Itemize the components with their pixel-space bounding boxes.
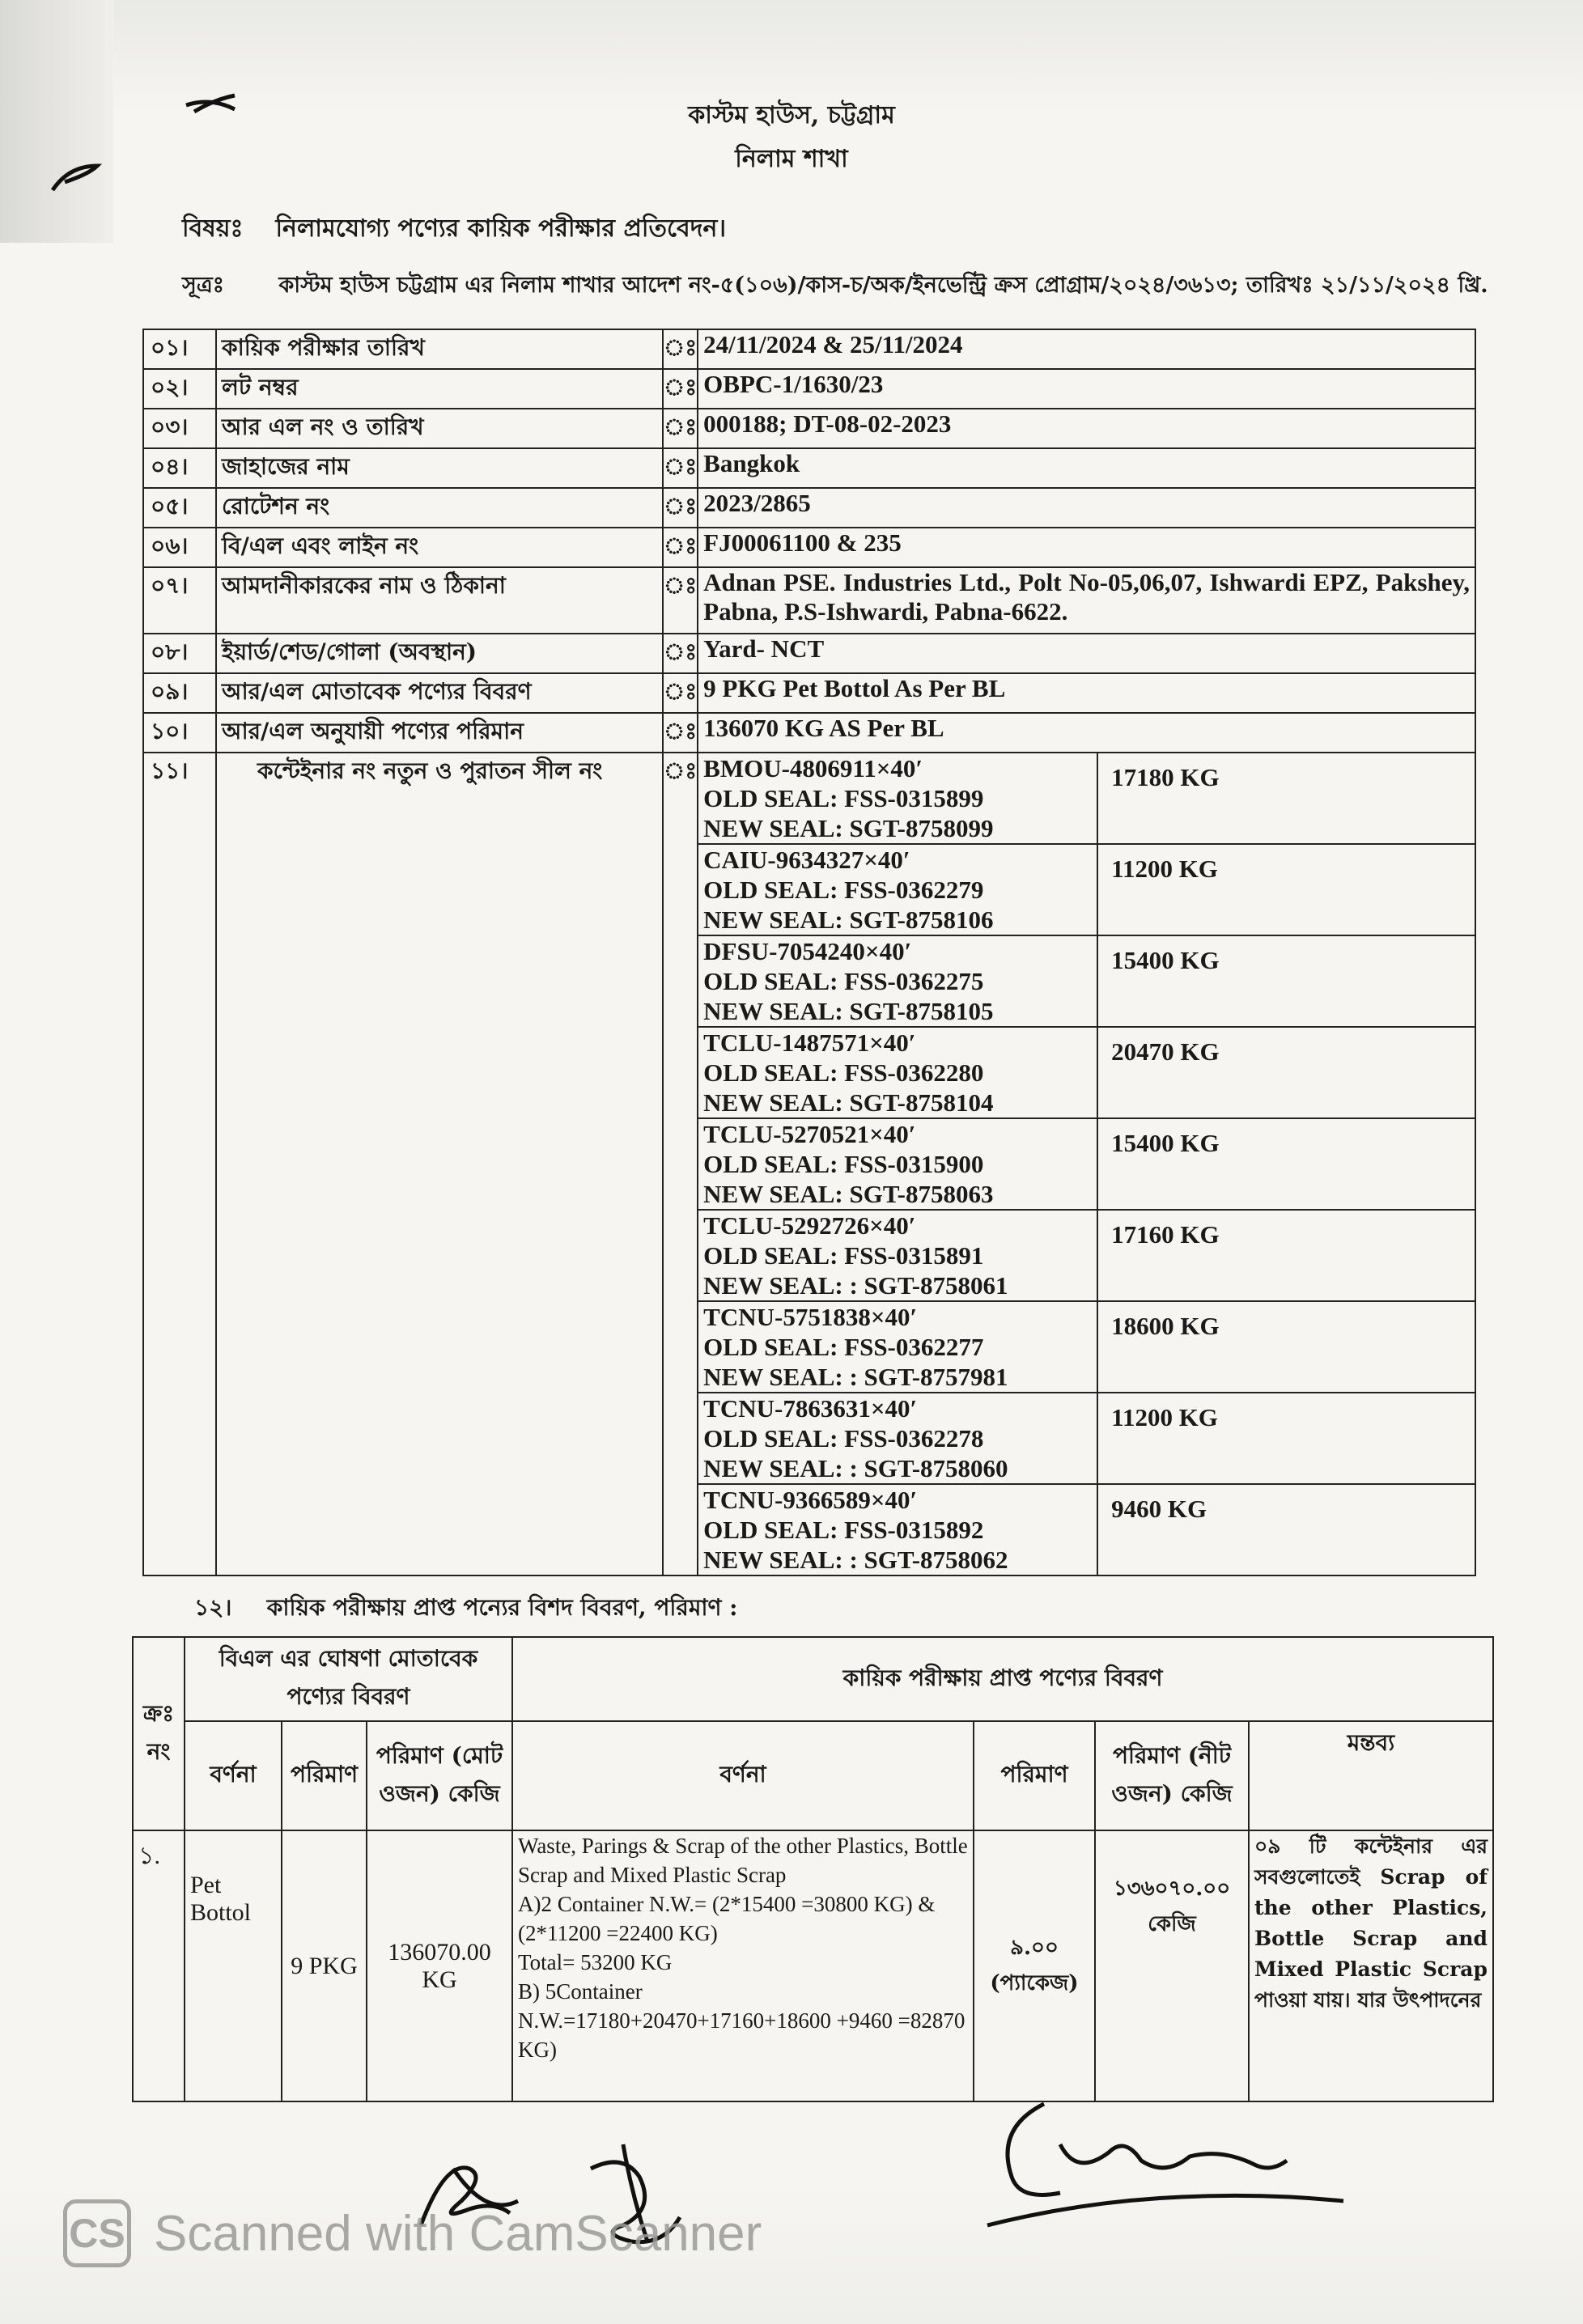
row-label: আর/এল অনুযায়ী পণ্যের পরিমান	[216, 713, 663, 753]
reference-label: সূত্রঃ	[182, 273, 225, 298]
new-seal: NEW SEAL: SGT-8758104	[703, 1088, 994, 1117]
container-id-cell	[698, 936, 1098, 1026]
row-value: 9 PKG Pet Bottol As Per BL	[698, 673, 1475, 713]
row-number: ০২।	[143, 369, 216, 409]
container-item	[698, 1028, 1475, 1119]
container-item	[698, 1393, 1475, 1485]
col-bl-weight: পরিমাণ (মোট ওজন) কেজি	[367, 1721, 512, 1830]
container-id-cell	[698, 1485, 1098, 1575]
container-id: BMOU-4806911×40′	[703, 754, 923, 782]
row-number: ০৩।	[143, 409, 216, 448]
reference-text: কাস্টম হাউস চট্টগ্রাম এর নিলাম শাখার আদেশ নং-৫(১০৬)/কাস-চ/অক/ইনভেন্ট্রি ক্রস প্রোগ্রাম/২০২৪/৩৬১৩; তারিখঃ ২১/১১/২০২৪ খ্রি.	[278, 273, 1488, 298]
table-row	[143, 673, 1475, 713]
container-id-cell	[698, 1028, 1098, 1117]
signature-3	[979, 2088, 1352, 2233]
container-id: DFSU-7054240×40′	[703, 937, 912, 965]
new-seal: NEW SEAL: SGT-8758105	[703, 997, 994, 1025]
col-remarks: মন্তব্য	[1249, 1721, 1493, 1830]
container-id: TCNU-9366589×40′	[703, 1486, 918, 1514]
container-weight: 20470 KG	[1111, 1037, 1220, 1066]
row-colon: ঃ	[663, 488, 698, 528]
col-group-bl: বিএল এর ঘোষণা মোতাবেক পণ্যের বিবরণ	[185, 1637, 512, 1721]
container-item	[698, 845, 1475, 936]
new-seal: NEW SEAL: : SGT-8758062	[703, 1546, 1008, 1574]
row-label: কন্টেইনার নং নতুন ও পুরাতন সীল নং	[216, 753, 663, 1575]
row-ph-qty: ৯.০০ (প্যাকেজ)	[974, 1830, 1095, 2101]
container-id-cell	[698, 1119, 1098, 1209]
table-row	[143, 567, 1475, 634]
container-list	[698, 753, 1475, 1575]
row-colon: ঃ	[663, 713, 698, 753]
col-serial: ক্রঃ নং	[133, 1637, 185, 1830]
row-label: ইয়ার্ড/শেড/গোলা (অবস্থান)	[216, 634, 663, 673]
table-row	[133, 1830, 1493, 2101]
container-weight: 11200 KG	[1111, 1403, 1218, 1431]
col-bl-desc: বর্ণনা	[185, 1721, 282, 1830]
ph-desc-a: A)2 Container N.W.= (2*15400 =30800 KG) & (2*11200 =22400 KG)	[518, 1892, 936, 1945]
container-weight: 17180 KG	[1111, 763, 1220, 791]
col-ph-qty: পরিমাণ	[974, 1721, 1095, 1830]
row-number: ০৮।	[143, 634, 216, 673]
col-group-physical: কায়িক পরীক্ষায় প্রাপ্ত পণ্যের বিবরণ	[512, 1637, 1493, 1721]
new-seal: NEW SEAL: SGT-8758063	[703, 1180, 994, 1208]
row-number: ১১।	[143, 753, 216, 1575]
row-value: Adnan PSE. Industries Ltd., Polt No-05,06,07, Ishwardi EPZ, Pakshey, Pabna, P.S-Ishwardi, Pabna-6622.	[698, 567, 1475, 634]
row-number: ০৯।	[143, 673, 216, 713]
row-label: জাহাজের নাম	[216, 448, 663, 488]
row-label: আমদানীকারকের নাম ও ঠিকানা	[216, 567, 663, 634]
row-ph-desc	[512, 1830, 974, 2101]
container-id-cell	[698, 845, 1098, 935]
info-table-body	[143, 329, 1475, 1575]
container-item	[698, 1211, 1475, 1302]
inspection-table	[132, 1636, 1494, 2102]
ph-desc-main: Waste, Parings & Scrap of the other Plastics, Bottle Scrap and Mixed Plastic Scrap	[518, 1834, 968, 1887]
section-12-title: কায়িক পরীক্ষায় প্রাপ্ত পন্যের বিশদ বিবরণ, পরিমাণ :	[266, 1594, 738, 1621]
new-seal: NEW SEAL: SGT-8758106	[703, 905, 994, 934]
row-bl-weight: 136070.00 KG	[367, 1830, 512, 2101]
row-remarks: ০৯ টি কন্টেইনার এর সবগুলোতেই Scrap of the other Plastics, Bottle Scrap and Mixed Plastic Scrap পাওয়া যায়। যার উৎপাদনের	[1249, 1830, 1493, 2101]
row-colon: ঃ	[663, 329, 698, 369]
row-value: OBPC-1/1630/23	[698, 369, 1475, 409]
row-number: ১০।	[143, 713, 216, 753]
section-12-heading	[194, 1590, 738, 1628]
row-label: লট নম্বর	[216, 369, 663, 409]
container-id: TCNU-7863631×40′	[703, 1394, 918, 1423]
table-row	[143, 369, 1475, 409]
container-weight: 17160 KG	[1111, 1220, 1220, 1249]
row-label: রোটেশন নং	[216, 488, 663, 528]
row-colon: ঃ	[663, 409, 698, 448]
container-item	[698, 1302, 1475, 1393]
container-id-cell	[698, 1211, 1098, 1300]
old-seal: OLD SEAL: FSS-0315899	[703, 784, 984, 812]
row-bl-qty: 9 PKG	[282, 1830, 367, 2101]
container-id: TCLU-1487571×40′	[703, 1028, 916, 1057]
container-id-cell	[698, 753, 1098, 843]
row-colon: ঃ	[663, 753, 698, 1575]
section-12-number: ১২।	[194, 1594, 232, 1621]
row-label: বি/এল এবং লাইন নং	[216, 528, 663, 567]
col-bl-qty: পরিমাণ	[282, 1721, 367, 1830]
table-row	[143, 448, 1475, 488]
row-serial: ১.	[133, 1830, 185, 2101]
row-bl-desc: Pet Bottol	[185, 1830, 282, 2101]
watermark-text: Scanned with CamScanner	[154, 2205, 762, 2262]
row-value: 2023/2865	[698, 488, 1475, 528]
camscanner-logo: CS	[63, 2199, 131, 2267]
subject-label: বিষয়ঃ	[182, 214, 244, 243]
new-seal: NEW SEAL: : SGT-8758060	[703, 1454, 1008, 1482]
new-seal: NEW SEAL: : SGT-8757981	[703, 1363, 1008, 1391]
container-weight: 11200 KG	[1111, 855, 1218, 883]
row-value: 136070 KG AS Per BL	[698, 713, 1475, 753]
scanner-watermark	[63, 2199, 762, 2267]
container-weight: 15400 KG	[1111, 946, 1220, 974]
table-row	[143, 329, 1475, 369]
old-seal: OLD SEAL: FSS-0362279	[703, 876, 984, 904]
row-number: ০৭।	[143, 567, 216, 634]
row-label: কায়িক পরীক্ষার তারিখ	[216, 329, 663, 369]
container-item	[698, 1485, 1475, 1575]
row-colon: ঃ	[663, 528, 698, 567]
table-row	[143, 528, 1475, 567]
info-table	[142, 329, 1476, 1576]
row-number: ০৬।	[143, 528, 216, 567]
container-weight: 15400 KG	[1111, 1129, 1220, 1157]
col-ph-desc: বর্ণনা	[512, 1721, 974, 1830]
section-title: নিলাম শাখা	[735, 145, 848, 173]
row-value: FJ00061100 & 235	[698, 528, 1475, 567]
new-seal: NEW SEAL: SGT-8758099	[703, 814, 994, 842]
row-label: আর এল নং ও তারিখ	[216, 409, 663, 448]
container-item	[698, 936, 1475, 1028]
pen-mark-corner	[49, 65, 308, 210]
old-seal: OLD SEAL: FSS-0362280	[703, 1058, 984, 1087]
row-colon: ঃ	[663, 673, 698, 713]
reference-line	[182, 269, 1488, 305]
container-id-cell	[698, 1393, 1098, 1483]
container-id: TCLU-5270521×40′	[703, 1120, 916, 1148]
row-number: ০৫।	[143, 488, 216, 528]
row-value: 24/11/2024 & 25/11/2024	[698, 329, 1475, 369]
row-number: ০১।	[143, 329, 216, 369]
container-weight: 9460 KG	[1111, 1495, 1207, 1523]
row-value: 000188; DT-08-02-2023	[698, 409, 1475, 448]
old-seal: OLD SEAL: FSS-0362275	[703, 967, 984, 995]
row-colon: ঃ	[663, 448, 698, 488]
row-colon: ঃ	[663, 634, 698, 673]
container-weight: 18600 KG	[1111, 1312, 1220, 1340]
ph-desc-b2: N.W.=17180+20470+17160+18600 +9460 =82870 KG)	[518, 2008, 966, 2062]
row-ph-weight: ১৩৬০৭০.০০ কেজি	[1095, 1830, 1249, 2101]
ph-desc-total: Total= 53200 KG	[518, 1950, 673, 1974]
row-label: আর/এল মোতাবেক পণ্যের বিবরণ	[216, 673, 663, 713]
old-seal: OLD SEAL: FSS-0362277	[703, 1333, 984, 1361]
row-value: Bangkok	[698, 448, 1475, 488]
row-value: Yard- NCT	[698, 634, 1475, 673]
container-id: TCLU-5292726×40′	[703, 1211, 916, 1240]
subject-line	[182, 209, 726, 250]
old-seal: OLD SEAL: FSS-0362278	[703, 1424, 984, 1452]
old-seal: OLD SEAL: FSS-0315892	[703, 1516, 984, 1544]
container-id: TCNU-5751838×40′	[703, 1303, 918, 1331]
office-title: কাস্টম হাউস, চট্টগ্রাম	[688, 101, 895, 129]
subject-text: নিলামযোগ্য পণ্যের কায়িক পরীক্ষার প্রতিবেদন।	[275, 214, 727, 243]
row-number: ০৪।	[143, 448, 216, 488]
old-seal: OLD SEAL: FSS-0315900	[703, 1150, 984, 1178]
table-row	[143, 488, 1475, 528]
new-seal: NEW SEAL: : SGT-8758061	[703, 1271, 1008, 1300]
old-seal: OLD SEAL: FSS-0315891	[703, 1241, 984, 1270]
container-item	[698, 1119, 1475, 1211]
container-row	[143, 753, 1475, 1575]
container-item	[698, 753, 1475, 845]
row-colon: ঃ	[663, 369, 698, 409]
container-id-cell	[698, 1302, 1098, 1392]
ph-desc-b: B) 5Container	[518, 1979, 643, 2004]
col-ph-weight: পরিমাণ (নীট ওজন) কেজি	[1095, 1721, 1249, 1830]
container-id: CAIU-9634327×40′	[703, 846, 910, 874]
table-row	[143, 713, 1475, 753]
row-colon: ঃ	[663, 567, 698, 634]
table-row	[143, 634, 1475, 673]
table-row	[143, 409, 1475, 448]
